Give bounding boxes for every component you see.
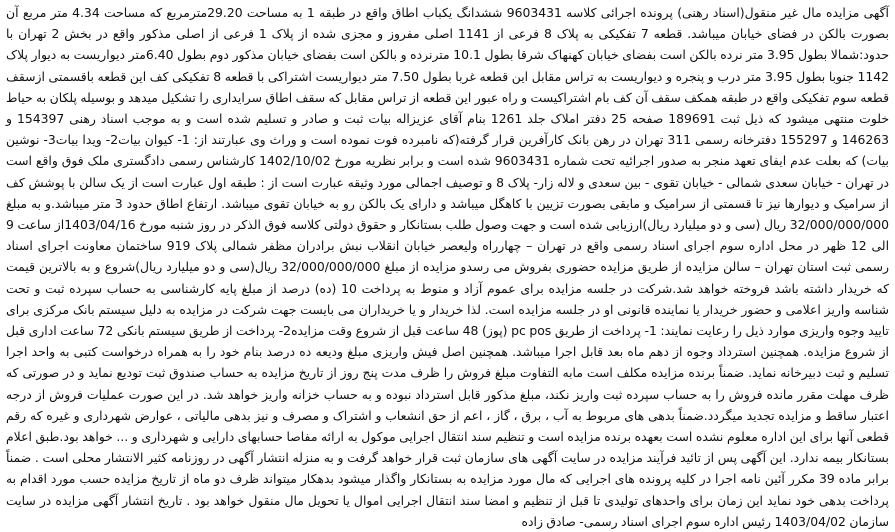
auction-notice-text: آگهی مزایده مال غیر منقول(اسناد رهنی) پرونده اجرائی کلاسه 9603431 ششدانگ یکباب اطاق واقع در طبقه 1 به مساحت 29.20مترمربع که مساحت 4.34 متر مربع آن بصورت بالکن در فضای خیابان میباشد. قطعه 7 تفکیکی به پلاک 8 فرعی از 1141 اصلی مفروز و مجزی شده از پلاک 1 فرعی از اصلی مذکور واقع در بخش 2 تهران با حدود:شمالا بطول 3.95 متر نرده بالکن است بفضای خیابان کهنهاک شرقا بطول 10.1 مترنرده و بالکن است بفضای خیابان مذکور دوم بطول 6.40متر دیواریست به دیوار پلاک 1142 جنوبا بطول 3.95 متر درب و پنجره و دیواریست به تراس مقابل این قطعه غربا بطول 7.50 متر دیواریست اشتراکی با قطعه 8 تفکیکی کف این قطعه باقسمتی ازسقف قطعه سوم تفکیکی واقع در طبقه همکف سقف آن کف بام اشتراکیست و راه عبور این قطعه از تراس مقابل که سقف اطاق سرایداری را تشکیل میدهد و بوسیله پلکان به حیاط خلوت منتهی میشود که ذیل ثبت 189691 صفحه 25 دفتر املاک جلد 1261 بنام آقای عزیزاله بیات ثبت و صادر و تسلیم شده است و به موجب اسناد رهنی 154397 و 146263 و 155297 دفترخانه رسمی 311 تهران در رهن بانک کارآفرین قرار گرفته(که نامبرده فوت نموده است و وراث وی عبارتند از: 1- کیوان بیات2- ویدا بیات3- نوشین بیات) که بعلت عدم ایفای تعهد منجر به صدور اجرائیه تحت شماره 9603431 شده است و برابر نظریه مورخ 1402/10/02 کارشناس رسمی دادگستری ملک فوق واقع است در تهران - خیابان سعدی شمالی - خیابان تقوی - بین سعدی و لاله زار- پلاک 8 و توصیف اجمالی مورد وثیقه عبارت است از : طبقه اول عبارت است از یک سالن با پوشش کف از سرامیک و دیوارها نیز تا قسمتی از سرامیک و مابقی بصورت تزیین با کاهگل میباشد و دارای یک بالکن رو به خیابان تقوی میباشد. ارتفاع اطاق حدود 3 متر میباشد.و به مبلغ 32/000/000/000 ریال (سی و دو میلیارد ریال)ارزیابی شده است و جهت وصول طلب بستانکار و حقوق دولتی کلاسه فوق الذکر در روز شنبه مورخ 1403/04/16از ساعت 9 الی 12 ظهر در محل اداره سوم اجرای اسناد رسمی واقع در تهران – چهارراه ولیعصر خیابان انقلاب نبش برادران مظفر شمالی پلاک 919 ساختمان معاونت اجرای اسناد رسمی ثبت استان تهران – سالن مزایده از طریق مزایده حضوری بفروش می رسدو مزایده از مبلغ 32/000/000/000 ریال(سی و دو میلیارد ریال)شروع و به بالاترین قیمت که خریدار داشته باشد فروخته خواهد شد.شرکت در جلسه مزایده برای عموم آزاد و منوط به پرداخت 10 (ده) درصد از مبلغ پایه کارشناسی به حساب سپرده ثبت و تحت شناسه واریز اعلامی و حضور خریدار یا نماینده قانونی او در جلسه مزایده است. لذا خریدار و یا خریداران می بایست جهت شرکت در مزایده به دلیل سیستم بانک مرکزی برای تایید وجوه واریزی موارد ذیل را رعایت نمایند: 1- پرداخت از طریق pc pos (پوز) 48 ساعت قبل از شروع وقت مزایده2- پرداخت از طریق سیستم بانکی 72 ساعت اداری قبل از شروع مزایده. همچنین استرداد وجوه از دهم ماه بعد قابل اجرا میباشد. همچنین اصل فیش واریزی مبلغ ودیعه ده درصد بنام خود را به همراه درخواست کتبی به واحد اجرا تسلیم و ثبت دبیرخانه نماید. ضمناً برنده مزایده مکلف است مابه التفاوت مبلغ فروش را ظرف مدت پنج روز از تاریخ مزایده به حساب صندوق ثبت تودیع نماید و در صورتی که ظرف مهلت مقرر مانده فروش را به حساب سپرده ثبت واریز نکند، مبلغ مذکور قابل استرداد نبوده و به حساب خزانه واریز خواهد شد. در این صورت عملیات فروش از درجه اعتبار ساقط و مزایده تجدید میگردد.ضمناً بدهی های مربوط به آب ، برق ، گاز ، اعم از حق انشعاب و اشتراک و مصرف و نیز بدهی مالیاتی ، عوارض شهرداری و غیره که رقم قطعی آنها برای این اداره معلوم نشده است بعهده برنده مزایده است و تنظیم سند انتقال اجرایی موکول به ارائه مفاصا حسابهای دارایی و شهرداری و ... خواهد بود.طبق اعلام بستانکار بیمه ندارد. این آگهی پس از تائید فرآیند مزایده در سایت آگهی های سازمان ثبت قرار خواهد گرفت و به منزله انتشار آگهی در روزنامه کثیر الانتشار محلی است . ضمناً برابر ماده 39 مکرر آئین نامه اجرا در کلیه پرونده های اجرایی که مال مورد مزایده به بستانکار واگذار میشود بدهکار میتواند ظرف دو ماه از تاریخ مزایده حسب مورد اقدام به پرداخت بدهی خود نماید این زمان برای واحدهای تولیدی تا قبل از تنظیم و امضا سند انتقال اجرایی اموال یا تحویل مال منقول خواهد بود . تاریخ انتشار آگهی مزایده در سایت سازمان 1403/04/02 رئیس اداره سوم اجرای اسناد رسمی- صادق زاده [6,5,890,529]
